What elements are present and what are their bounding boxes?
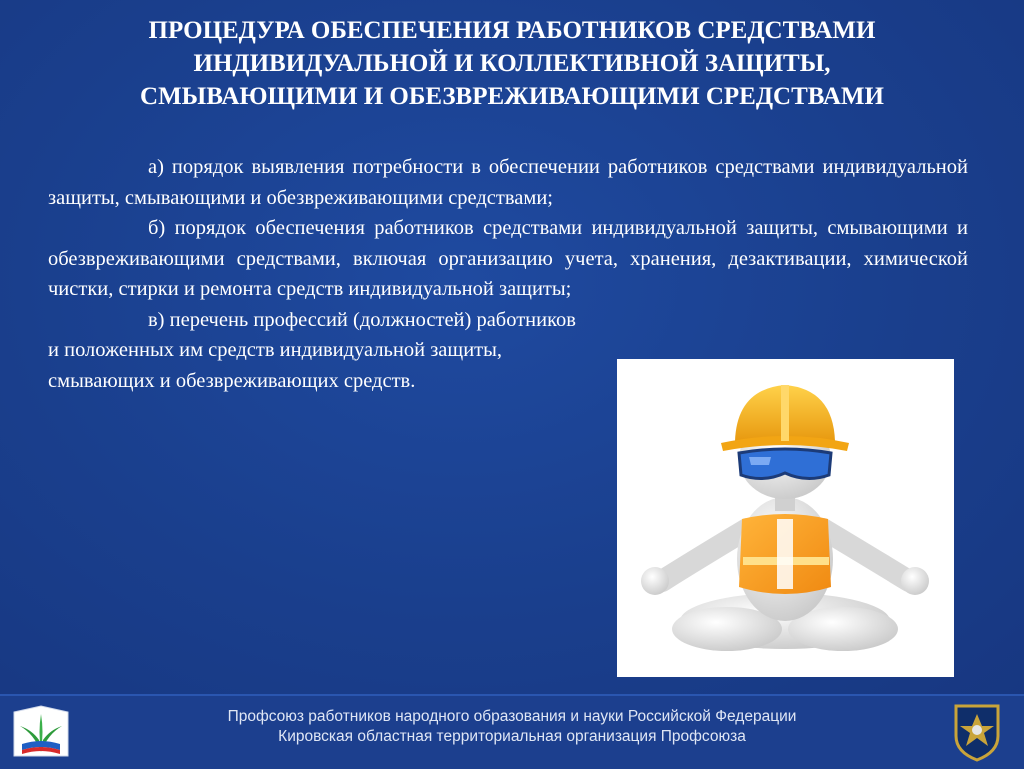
- slide-title: [60, 14, 964, 113]
- title-line-3: СМЫВАЮЩИМИ И ОБЕЗВРЕЖИВАЮЩИМИ СРЕДСТВАМИ: [140, 83, 884, 110]
- list-item-v: в) перечень профессий (должностей) работников и положенных им средств индивидуальной защиты, смывающих и обезвреживающих средств.: [48, 308, 576, 392]
- meditating-worker-icon: [617, 359, 954, 677]
- list-item-a: а) порядок выявления потребности в обеспечении работников средствами индивидуальной защиты, смывающими и обезвреживающими средствами;: [48, 156, 968, 209]
- title-line-1: ПРОЦЕДУРА ОБЕСПЕЧЕНИЯ РАБОТНИКОВ СРЕДСТВАМИ: [148, 17, 876, 44]
- footer: [0, 694, 1024, 769]
- shield-emblem-icon: [952, 700, 1002, 767]
- footer-line-1: Профсоюз работников народного образования и науки Российской Федерации: [227, 708, 797, 725]
- footer-line-2: Кировская областная территориальная организация Профсоюза: [278, 728, 746, 745]
- title-line-2: ИНДИВИДУАЛЬНОЙ И КОЛЛЕКТИВНОЙ ЗАЩИТЫ,: [193, 50, 831, 77]
- list-item-b: б) порядок обеспечения работников средствами индивидуальной защиты, смывающими и обезвреживающими средствами, включая организацию учета, хранения, дезактивации, химической чистки, стирки и ремонта средств индивидуальной защиты;: [48, 217, 968, 300]
- union-emblem-icon: [10, 704, 72, 767]
- worker-illustration: [617, 359, 954, 677]
